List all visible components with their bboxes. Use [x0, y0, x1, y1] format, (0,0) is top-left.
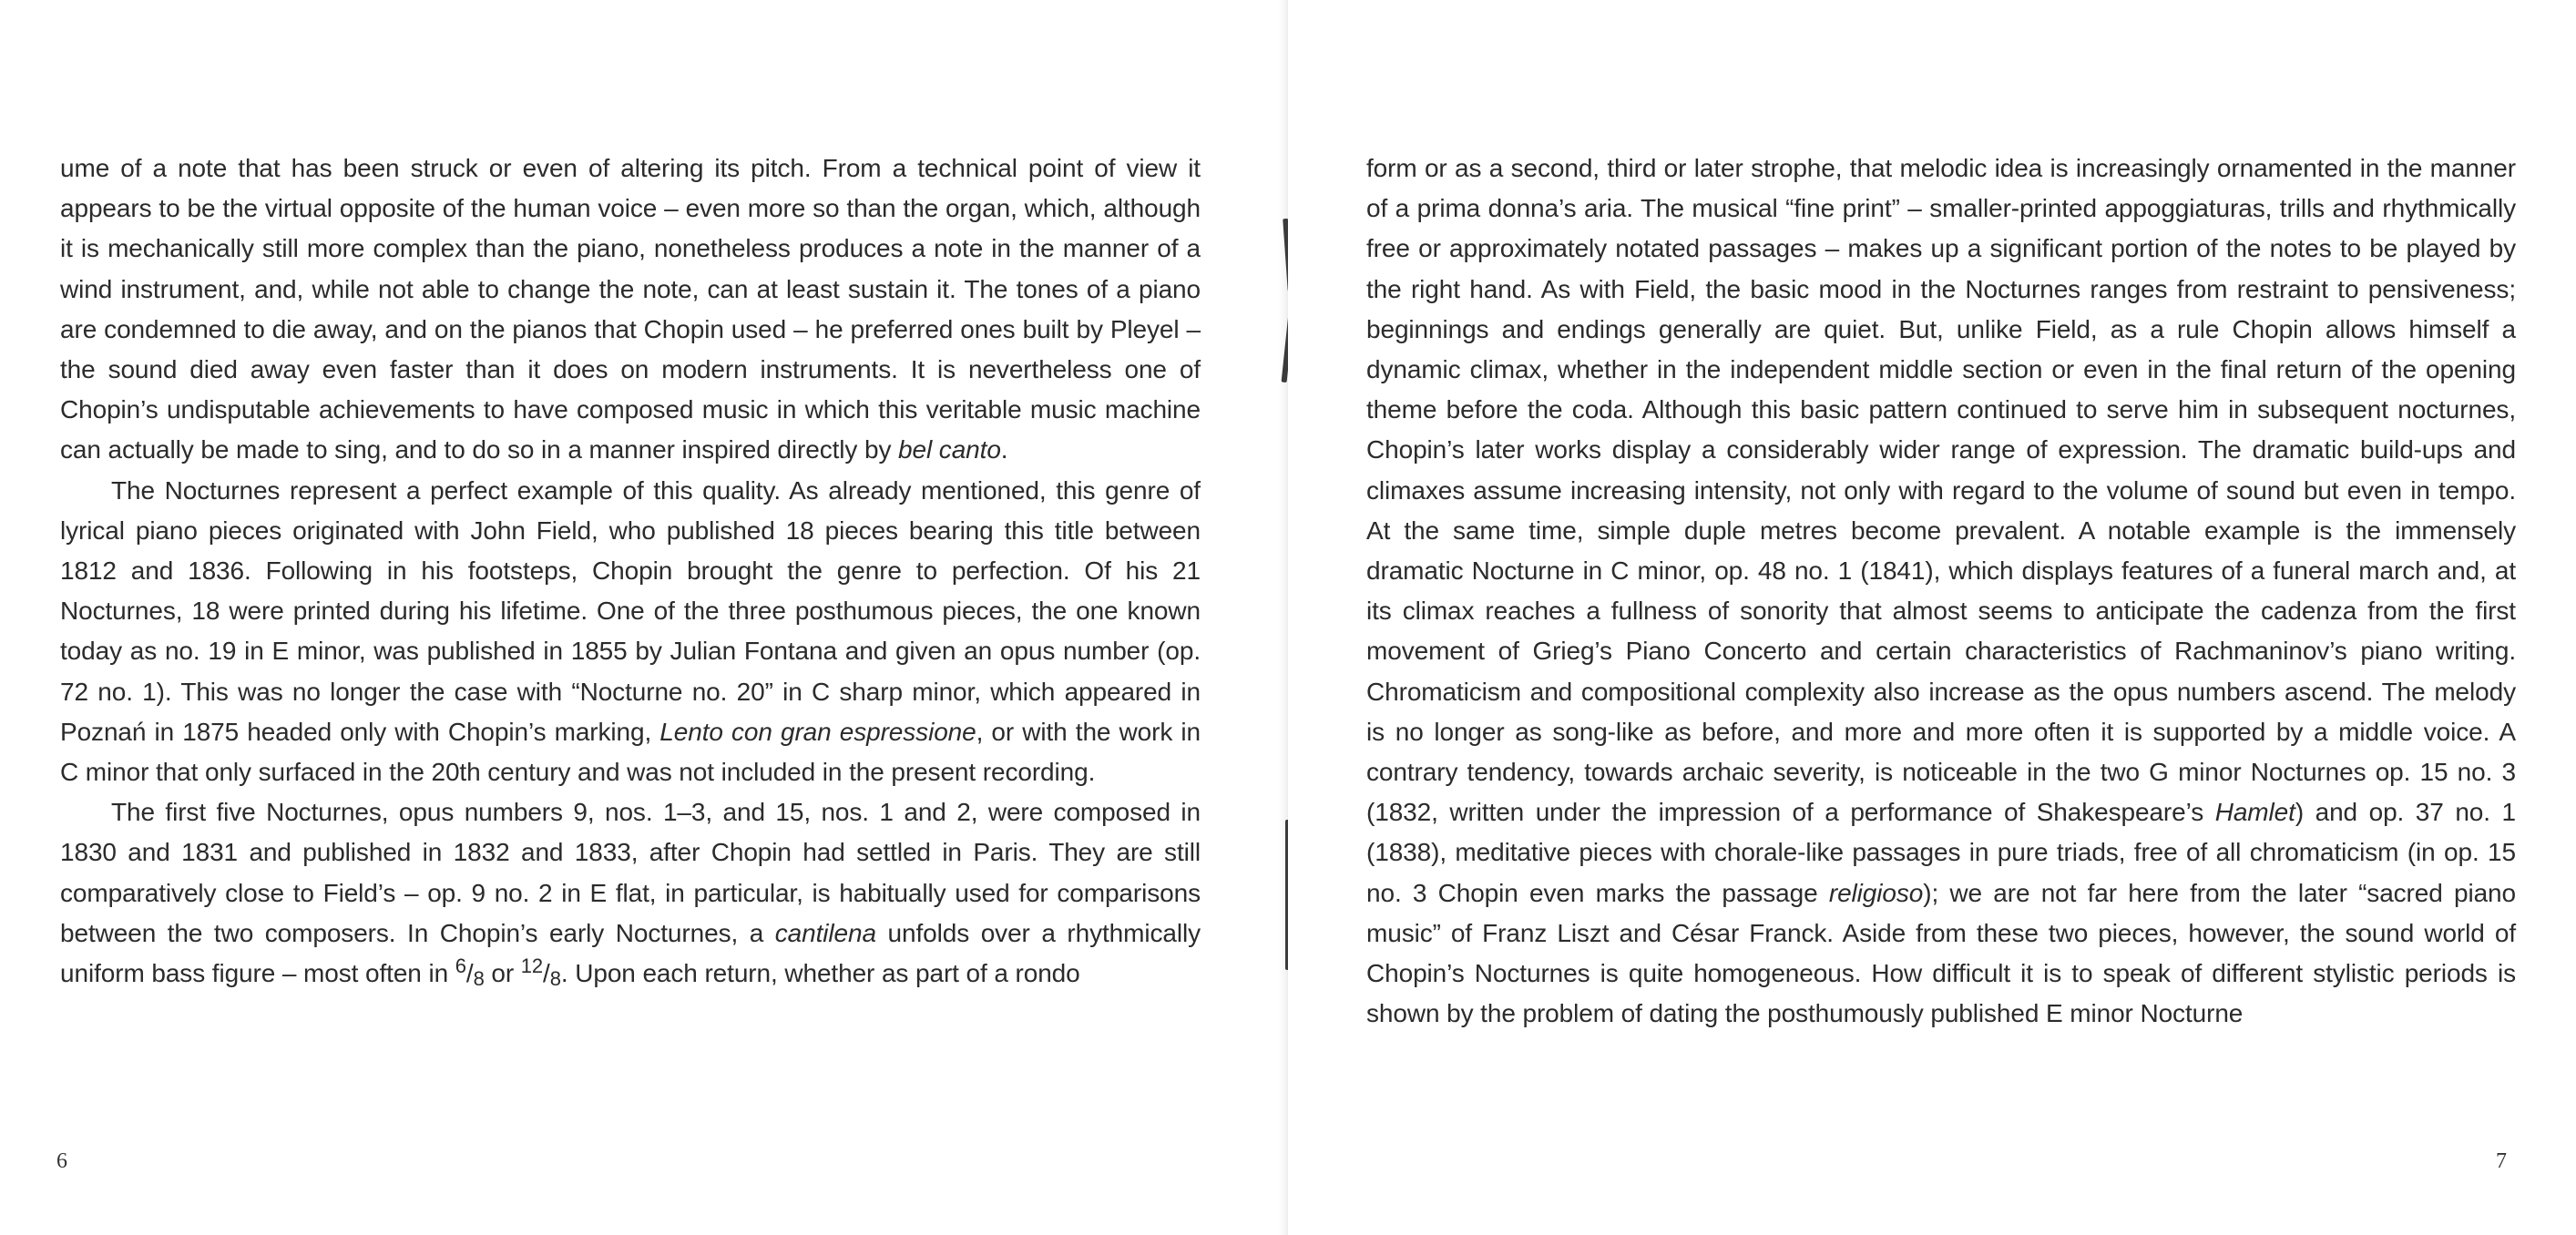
text-run: or — [484, 959, 521, 988]
italic-term: bel canto — [898, 435, 1001, 464]
text-run: unfolds over a rhythmically uniform bass figure – most often in — [60, 918, 1201, 988]
text-run: ) and op. 37 no. 1 (1838), meditative pieces with chorale-like passages in pure triads, free of all chromaticism (in op. 15 no. 3 Chopin even marks the passage — [1366, 798, 2516, 907]
fraction-denominator: 8 — [473, 967, 485, 991]
right-paragraph-1 — [1366, 148, 2516, 1034]
fraction-numerator: 6 — [455, 954, 466, 978]
italic-term: cantilena — [774, 918, 876, 947]
text-run: . Upon each return, whether as part of a rondo — [560, 959, 1080, 988]
time-signature-six-eight: $^6/_8$ — [455, 954, 485, 991]
text-run: The Nocturnes represent a perfect example of this quality. As already mentioned, this genre of lyrical piano pieces originated with John Field, who published 18 pieces bearing this title between 1812 and 1836. Following in his footsteps, Chopin brought the genre to perfection. Of his 21 Nocturnes, 18 were printed during his lifetime. One of the three posthumous pieces, the one known today as no. 19 in E minor, was published in 1855 by Julian Fontana and given an opus number (op. 72 no. 1). This was no longer the case with “Nocturne no. 20” in C sharp minor, which appeared in Poznań in 1875 headed only with Chopin’s marking, — [60, 475, 1201, 746]
text-run: . — [1000, 435, 1008, 464]
text-run: ); we are not far here from the later “sacred piano music” of Franz Liszt and César Franck. Aside from these two pieces, however, the sound world of Chopin’s Nocturnes is quite homogeneous. How difficult it is to speak of different stylistic periods is shown by the problem of dating the posthumously published E minor Nocturne — [1366, 878, 2516, 1028]
fraction-denominator: 8 — [549, 967, 561, 991]
text-run: The first five Nocturnes, opus numbers 9, nos. 1–3, and 15, nos. 1 and 2, were composed in 1830 and 1831 and published in 1832 and 1833, after Chopin had settled in Paris. They are still comparatively close to Field’s – op. 9 no. 2 in E flat, in particular, is habitually used for comparisons between the two composers. In Chopin’s early Nocturnes, a — [60, 798, 1201, 947]
left-paragraph-2 — [60, 471, 1201, 793]
right-page — [1288, 0, 2576, 1235]
text-run: , or with the work in C minor that only surfaced in the 20th century and was not included in the present recording. — [60, 717, 1201, 787]
page-number-left: 6 — [56, 1149, 67, 1173]
left-page-body — [60, 148, 1201, 994]
italic-term: Hamlet — [2214, 798, 2295, 827]
italic-term: religioso — [1828, 878, 1924, 907]
left-paragraph-1 — [60, 148, 1201, 471]
italic-term: Lento con gran espressione — [659, 717, 976, 746]
fraction-numerator: 12 — [520, 954, 544, 978]
time-signature-twelve-eight: $^{12}/_8$ — [520, 954, 561, 991]
page-number-right: 7 — [2496, 1149, 2507, 1173]
text-run: ume of a note that has been struck or even of altering its pitch. From a technical point of view it appears to be the virtual opposite of the human voice – even more so than the organ, which, although it is mechanically still more complex than the piano, nonetheless produces a note in the manner of a wind instrument, and, while not able to change the note, can at least sustain it. The tones of a piano are condemned to die away, and on the pianos that Chopin used – he preferred ones built by Pleyel – the sound died away even faster than it does on modern instruments. It is nevertheless one of Chopin’s undisputable achievements to have composed music in which this veritable music machine can actually be made to sing, and to do so in a manner inspired directly by — [60, 154, 1201, 464]
right-page-body — [1366, 148, 2516, 1034]
text-run: form or as a second, third or later strophe, that melodic idea is increasingly ornamented in the manner of a prima donna’s aria. The musical “fine print” – smaller-printed appoggiaturas, trills and rhythmically free or approximately notated passages – makes up a significant portion of the notes to be played by the right hand. As with Field, the basic mood in the Nocturnes ranges from restraint to pensiveness; beginnings and endings generally are quiet. But, unlike Field, as a rule Chopin allows himself a dynamic climax, whether in the independent middle section or even in the final return of the opening theme before the coda. Although this basic pattern continued to serve him in subsequent nocturnes, Chopin’s later works display a considerably wider range of expression. The dramatic build-ups and climaxes assume increasing intensity, not only with regard to the volume of sound but even in tempo. At the same time, simple duple metres become prevalent. A notable example is the immensely dramatic Nocturne in C minor, op. 48 no. 1 (1841), which displays features of a funeral march and, at its climax reaches a fullness of sonority that almost seems to anticipate the cadenza from the first movement of Grieg’s Piano Concerto and certain characteristics of Rachmaninov’s piano writing. Chromaticism and compositional complexity also increase as the opus numbers ascend. The melody is no longer as song-like as before, and more and more often it is supported by a middle voice. A contrary tendency, towards archaic severity, is noticeable in the two G minor Nocturnes op. 15 no. 3 (1832, written under the impression of a performance of Shakespeare’s — [1366, 154, 2516, 827]
left-paragraph-3 — [60, 792, 1201, 994]
